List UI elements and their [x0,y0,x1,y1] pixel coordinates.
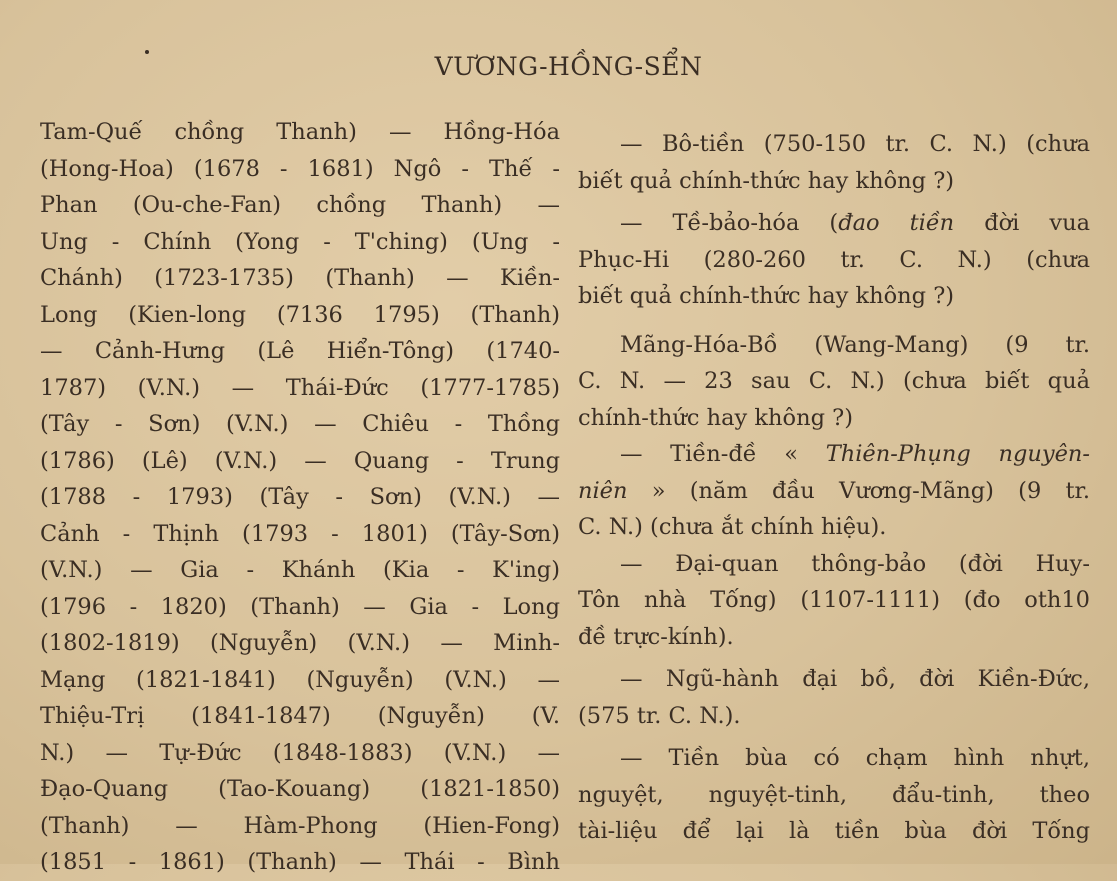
text-line: — Bô-tiền (750-150 tr. C. N.) (chưa [620,131,1090,157]
paragraph-tien-bua [578,740,1090,850]
text-line: N.) — Tự-Đức (1848-1883) (V.N.) — [40,739,560,766]
text-fragment: — Tiền-đề « [620,441,826,467]
text-line: C. N. — 23 sau C. N.) (chưa biết quả [578,368,1090,394]
text-line: — Ngũ-hành đại bồ, đời Kiền-Đức, [620,666,1090,692]
text-line: Tam-Quế chồng Thanh) — Hồng-Hóa [40,119,560,145]
text-line: Cảnh - Thịnh (1793 - 1801) (Tây-Sơn) [40,520,560,547]
italic-text: đao tiền [838,210,955,236]
text-line: tài-liệu để lại là tiền bùa đời Tống [578,818,1090,844]
text-line: biết quả chính-thức hay không ?) [578,167,955,194]
running-head: VƯƠNG-HỒNG-SỂN [434,52,703,81]
text-line: — Đại-quan thông-bảo (đời Huy- [620,550,1090,577]
text-fragment: đời vua [954,210,1090,236]
text-line [578,436,1090,473]
text-line: Phục-Hi (280-260 tr. C. N.) (chưa [578,246,1090,273]
text-line: nguyệt, nguyệt-tinh, đẩu-tinh, theo [578,781,1090,808]
paragraph-mang-hoa-bo [578,327,1090,437]
text-line: Mãng-Hóa-Bồ (Wang-Mang) (9 tr. [620,331,1090,358]
text-line: biết quả chính-thức hay không ?) [578,283,955,309]
text-line: (1786) (Lê) (V.N.) — Quang - Trung [40,447,560,474]
text-line: (575 tr. C. N.). [578,702,741,729]
text-line: (1802-1819) (Nguyễn) (V.N.) — Minh- [40,630,560,656]
text-line: 1787) (V.N.) — Thái-Đức (1777-1785) [40,374,560,401]
text-line: Phan (Ou-che-Fan) chồng Thanh) — [40,192,560,218]
text-line: Thiệu-Trị (1841-1847) (Nguyễn) (V. [40,703,560,729]
text-line: Tôn nhà Tống) (1107-1111) (đo oth10 [578,587,1090,613]
text-fragment: » (năm đầu Vương-Mãng) (9 tr. [627,477,1090,504]
text-line: Long (Kien-long (7136 1795) (Thanh) [40,301,560,328]
text-line: chính-thức hay không ?) [578,404,853,431]
text-line: C. N.) (chưa ắt chính hiệu). [578,514,887,540]
text-line: (1851 - 1861) (Thanh) — Thái - Bình [40,849,560,875]
paragraph-dai-quan [578,546,1090,656]
text-line: đề trực-kính). [578,623,734,650]
text-line [578,473,1090,510]
right-column [578,126,1090,850]
text-line: (1796 - 1820) (Thanh) — Gia - Long [40,593,560,620]
text-line: — Cảnh-Hưng (Lê Hiển-Tông) (1740- [40,338,560,364]
text-line: (V.N.) — Gia - Khánh (Kia - K'ing) [40,557,560,583]
paragraph-tien-de [578,436,1090,546]
italic-text: Thiên-Phụng nguyên- [825,441,1091,467]
paragraph-bo-tien [578,126,1090,199]
paragraph-te-bao-hoa [578,205,1090,315]
text-line: Mạng (1821-1841) (Nguyễn) (V.N.) — [40,666,560,693]
text-line: Đạo-Quang (Tao-Kouang) (1821-1850) [40,776,560,802]
text-line: Chánh) (1723-1735) (Thanh) — Kiền- [40,265,560,291]
left-column [40,114,560,881]
paragraph-ngu-hanh [578,661,1090,734]
italic-text: niên [578,477,628,504]
text-line: (Hong-Hoa) (1678 - 1681) Ngô - Thế - [40,155,560,182]
text-line: (Thanh) — Hàm-Phong (Hien-Fong) [40,812,560,839]
text-fragment: — Tề-bảo-hóa ( [620,210,839,236]
text-line: — Tiền bùa có chạm hình nhựt, [620,745,1090,771]
text-line: (Tây - Sơn) (V.N.) — Chiêu - Thồng [40,411,560,437]
text-line: Ung - Chính (Yong - T'ching) (Ung - [40,228,560,255]
text-line: (1788 - 1793) (Tây - Sơn) (V.N.) — [40,484,560,510]
text-line [578,205,1090,242]
